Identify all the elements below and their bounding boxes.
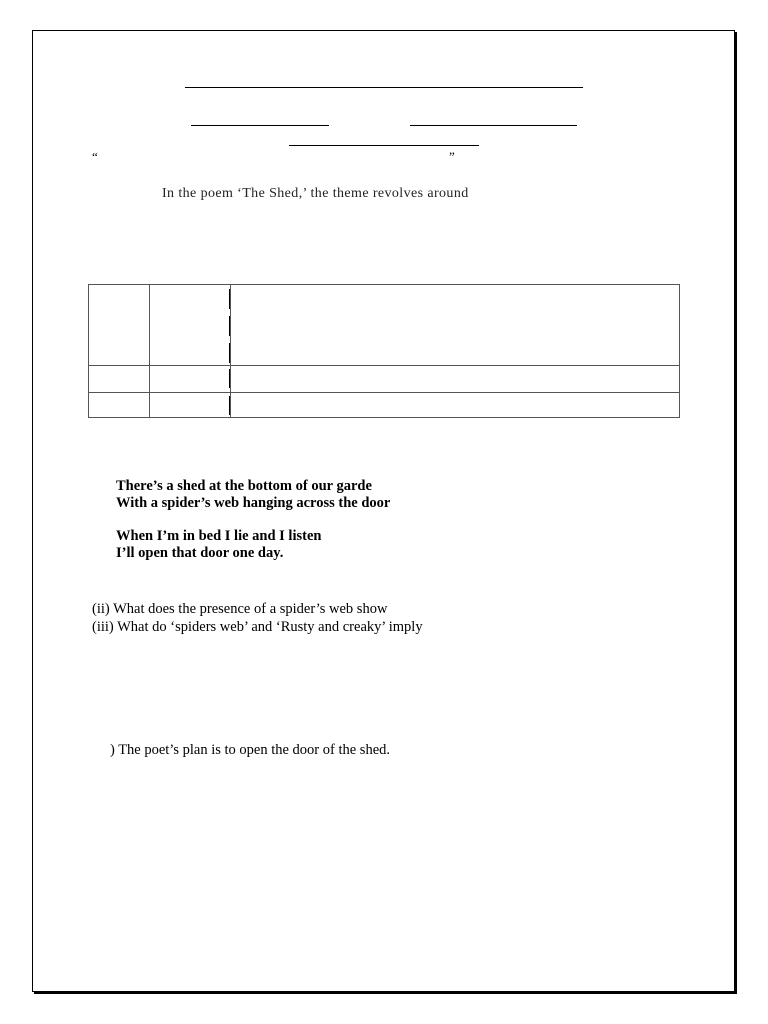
table-cell — [150, 393, 231, 418]
cell-mark — [229, 343, 230, 363]
answer-line: ) The poet’s plan is to open the door of the shed. — [110, 742, 391, 758]
table-row — [89, 393, 680, 418]
table-cell — [89, 285, 150, 366]
table-cell — [89, 366, 150, 393]
table-cell — [231, 285, 680, 366]
name-line — [191, 125, 329, 126]
class-line — [410, 125, 577, 126]
question-iii: (iii) What do ‘spiders web’ and ‘Rusty and creaky’ imply — [92, 619, 423, 635]
table-row — [89, 366, 680, 393]
open-quote: “ — [92, 149, 98, 164]
answer-table — [88, 284, 680, 418]
poem-line: With a spider’s web hanging across the door — [116, 495, 391, 511]
cell-mark — [229, 369, 230, 388]
table-row — [89, 285, 680, 366]
table-cell — [231, 366, 680, 393]
cell-mark — [229, 289, 230, 309]
subtitle-line — [289, 145, 479, 146]
table-cell — [150, 285, 231, 366]
question-ii: (ii) What does the presence of a spider’s web show — [92, 601, 388, 617]
table-cell — [231, 393, 680, 418]
poem-line: When I’m in bed I lie and I listen — [116, 528, 322, 544]
poem-line: I’ll open that door one day. — [116, 545, 284, 561]
theme-sentence: In the poem ‘The Shed,’ the theme revolves around — [162, 186, 469, 201]
table-cell — [89, 393, 150, 418]
cell-mark — [229, 316, 230, 336]
cell-mark — [229, 396, 230, 415]
table-cell — [150, 366, 231, 393]
title-line — [185, 87, 583, 88]
close-quote: ” — [449, 149, 455, 164]
poem-line: There’s a shed at the bottom of our garde — [116, 478, 372, 494]
